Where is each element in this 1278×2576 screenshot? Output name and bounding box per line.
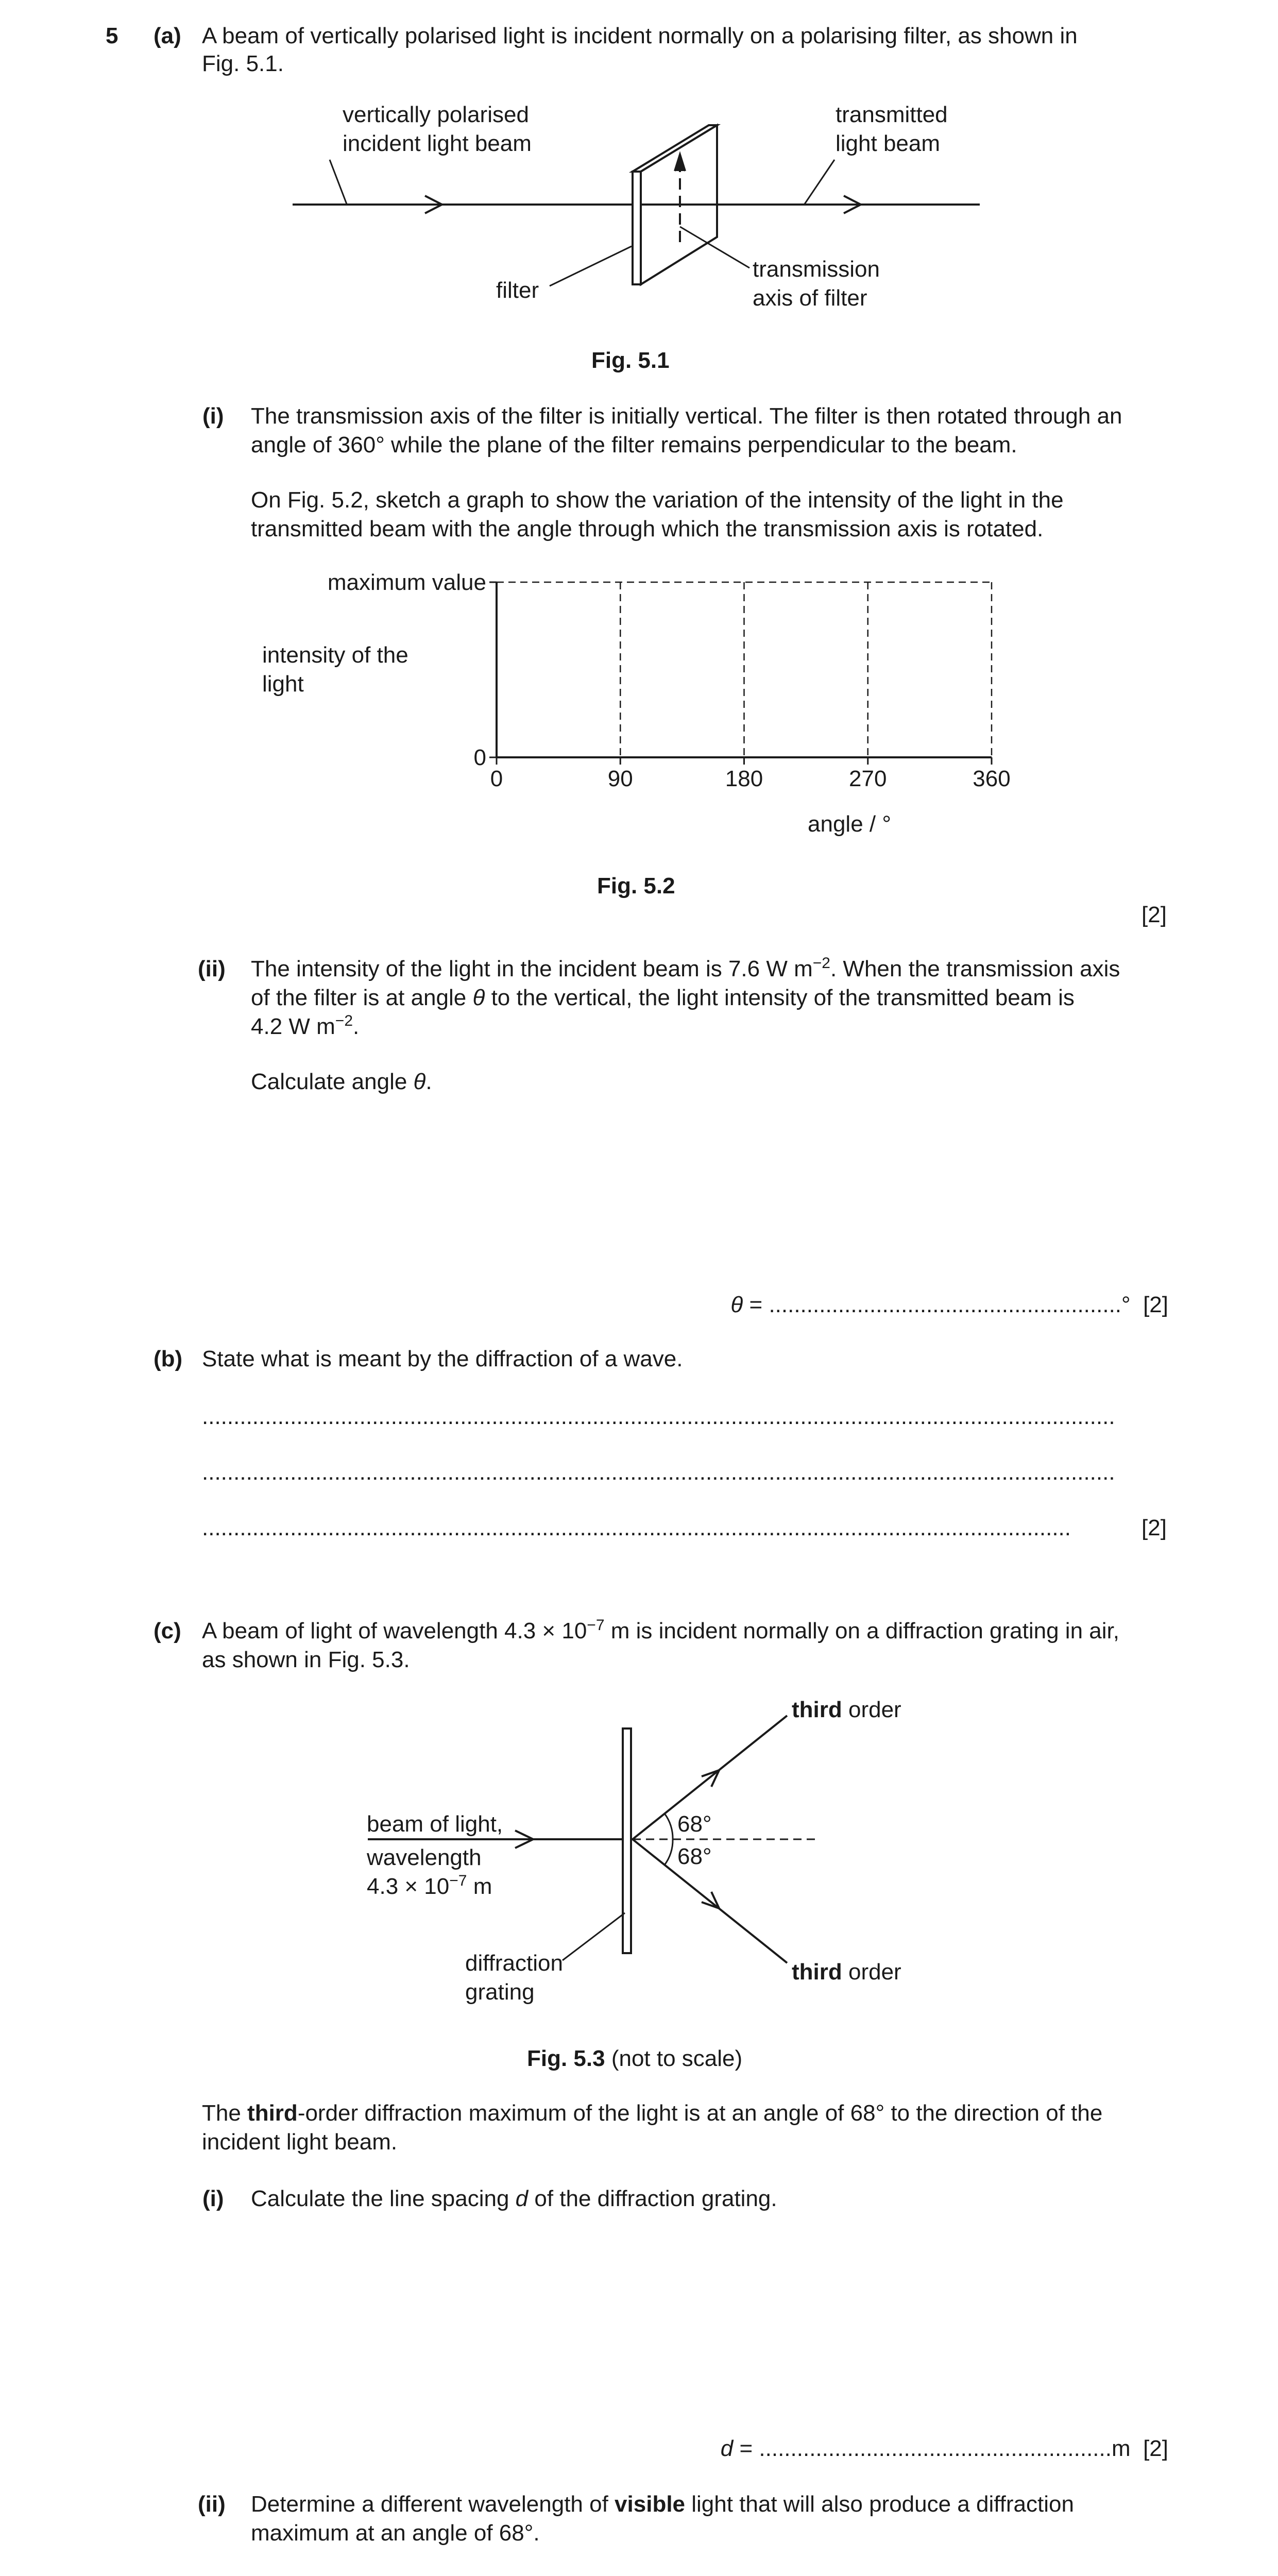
beam-label-3: $4.3 \times 10^{-7}$ m <box>367 1872 492 1899</box>
part-b-answer-line-2[interactable]: ................................................................................................................................................. <box>202 1460 1115 1485</box>
sub-ii-line1: The intensity of the light in the incident beam is 7.6 W $m^{-2}$. When the transmission axis <box>251 955 1120 981</box>
x-tick-label-360: 360 <box>973 766 1011 791</box>
x-tick-label-90: 90 <box>607 766 633 791</box>
label-transmitted-2: light beam <box>836 131 941 156</box>
sub-ii-instruction: Calculate angle θ. <box>251 1069 432 1094</box>
sub-i-label: (i) <box>202 403 224 429</box>
part-a-label: (a) <box>154 23 181 48</box>
sub-i-p2-line2: transmitted beam with the angle through which the transmission axis is rotated. <box>251 516 1044 541</box>
sub-i-p2-line1: On Fig. 5.2, sketch a graph to show the variation of the intensity of the light in the <box>251 487 1064 513</box>
leader-transmitted <box>805 160 834 204</box>
part-c-sub-ii-label: (ii) <box>198 2492 226 2517</box>
sub-ii-line3: 4.2 W $m^{-2}$. <box>251 1012 360 1039</box>
grating-label-2: grating <box>465 1979 535 2005</box>
fig-5-3-diagram <box>0 1674 1278 2035</box>
label-filter: filter <box>496 278 539 303</box>
theta-answer-line[interactable]: θ = ........................................................° [2] <box>730 1292 1168 1317</box>
fig-5-1-caption: Fig. 5.1 <box>591 348 670 373</box>
part-c-intro-line1: A beam of light of wavelength $4.3 \times 10^{-7}$ m is incident normally on a diffraction grating in air, <box>202 1617 1119 1643</box>
label-axis-2: axis of filter <box>753 285 867 311</box>
third-order-upper-label: third order <box>792 1697 901 1722</box>
part-b-marks: [2] <box>1141 1515 1167 1540</box>
part-c-label: (c) <box>154 1618 181 1643</box>
sub-i-p1-line2: angle of 360° while the plane of the filter remains perpendicular to the beam. <box>251 432 1017 457</box>
y-axis-label-line1: intensity of the <box>262 642 408 668</box>
angle-label-upper: 68° <box>677 1811 712 1837</box>
angle-arc-lower <box>664 1839 673 1865</box>
part-b-answer-line-3[interactable]: .......................................................................................................................................... <box>202 1515 1071 1540</box>
sub-ii-line2: of the filter is at angle θ to the vertical, the light intensity of the transmitted beam is <box>251 985 1075 1010</box>
fig-5-2-caption: Fig. 5.2 <box>597 873 675 899</box>
sub-i-marks: [2] <box>1141 902 1167 927</box>
part-c-statement-line2: incident light beam. <box>202 2129 398 2155</box>
grating-rect <box>623 1728 631 1953</box>
y-tick-label-max: maximum value <box>327 570 486 595</box>
x-tick-label-180: 180 <box>725 766 763 791</box>
x-axis-label: angle / ° <box>808 811 891 837</box>
fig-5-1-diagram <box>0 0 1278 361</box>
x-tick-label-0: 0 <box>490 766 503 791</box>
label-incident-2: incident light beam <box>343 131 532 156</box>
label-axis-1: transmission <box>753 257 880 282</box>
fig-5-3-caption: Fig. 5.3 (not to scale) <box>527 2046 743 2071</box>
part-c-sub-ii-line2: maximum at an angle of 68°. <box>251 2520 540 2546</box>
part-b-label: (b) <box>154 1346 183 1371</box>
filter-side-face <box>633 172 641 284</box>
leader-filter <box>550 246 632 286</box>
part-c-sub-i-label: (i) <box>202 2186 224 2211</box>
part-c-statement-line1: The third-order diffraction maximum of the light is at an angle of 68° to the direction of the <box>202 2100 1103 2126</box>
grating-label-1: diffraction <box>465 1951 563 1976</box>
fig-5-2-chart <box>0 546 1278 896</box>
angle-arc-upper <box>664 1814 673 1839</box>
part-b-question: State what is meant by the diffraction of a wave. <box>202 1346 683 1371</box>
beam-label-1: beam of light, <box>367 1811 503 1837</box>
sub-ii-label: (ii) <box>198 956 226 981</box>
part-c-sub-ii-line1: Determine a different wavelength of visible light that will also produce a diffraction <box>251 2492 1074 2517</box>
part-a-intro-line2: Fig. 5.1. <box>202 51 284 76</box>
label-transmitted-1: transmitted <box>836 102 948 127</box>
x-tick-label-270: 270 <box>849 766 887 791</box>
part-c-sub-i-text: Calculate the line spacing d of the diffraction grating. <box>251 2186 777 2211</box>
part-c-intro-line2: as shown in Fig. 5.3. <box>202 1647 410 1672</box>
y-axis-label-line2: light <box>262 671 304 697</box>
y-tick-label-zero: 0 <box>473 745 486 770</box>
d-answer-line[interactable]: d = ........................................................m [2] <box>720 2436 1168 2461</box>
leader-incident <box>330 160 347 204</box>
leader-grating <box>563 1913 625 1960</box>
part-b-answer-line-1[interactable]: ................................................................................................................................................. <box>202 1404 1115 1429</box>
beam-label-2: wavelength <box>367 1845 482 1870</box>
angle-label-lower: 68° <box>677 1844 712 1869</box>
sub-i-p1-line1: The transmission axis of the filter is initially vertical. The filter is then rotated through an <box>251 403 1122 429</box>
label-incident-1: vertically polarised <box>343 102 529 127</box>
third-order-lower-label: third order <box>792 1959 901 1985</box>
question-number: 5 <box>106 23 118 48</box>
part-a-intro-line1: A beam of vertically polarised light is incident normally on a polarising filter, as shown in <box>202 23 1078 48</box>
